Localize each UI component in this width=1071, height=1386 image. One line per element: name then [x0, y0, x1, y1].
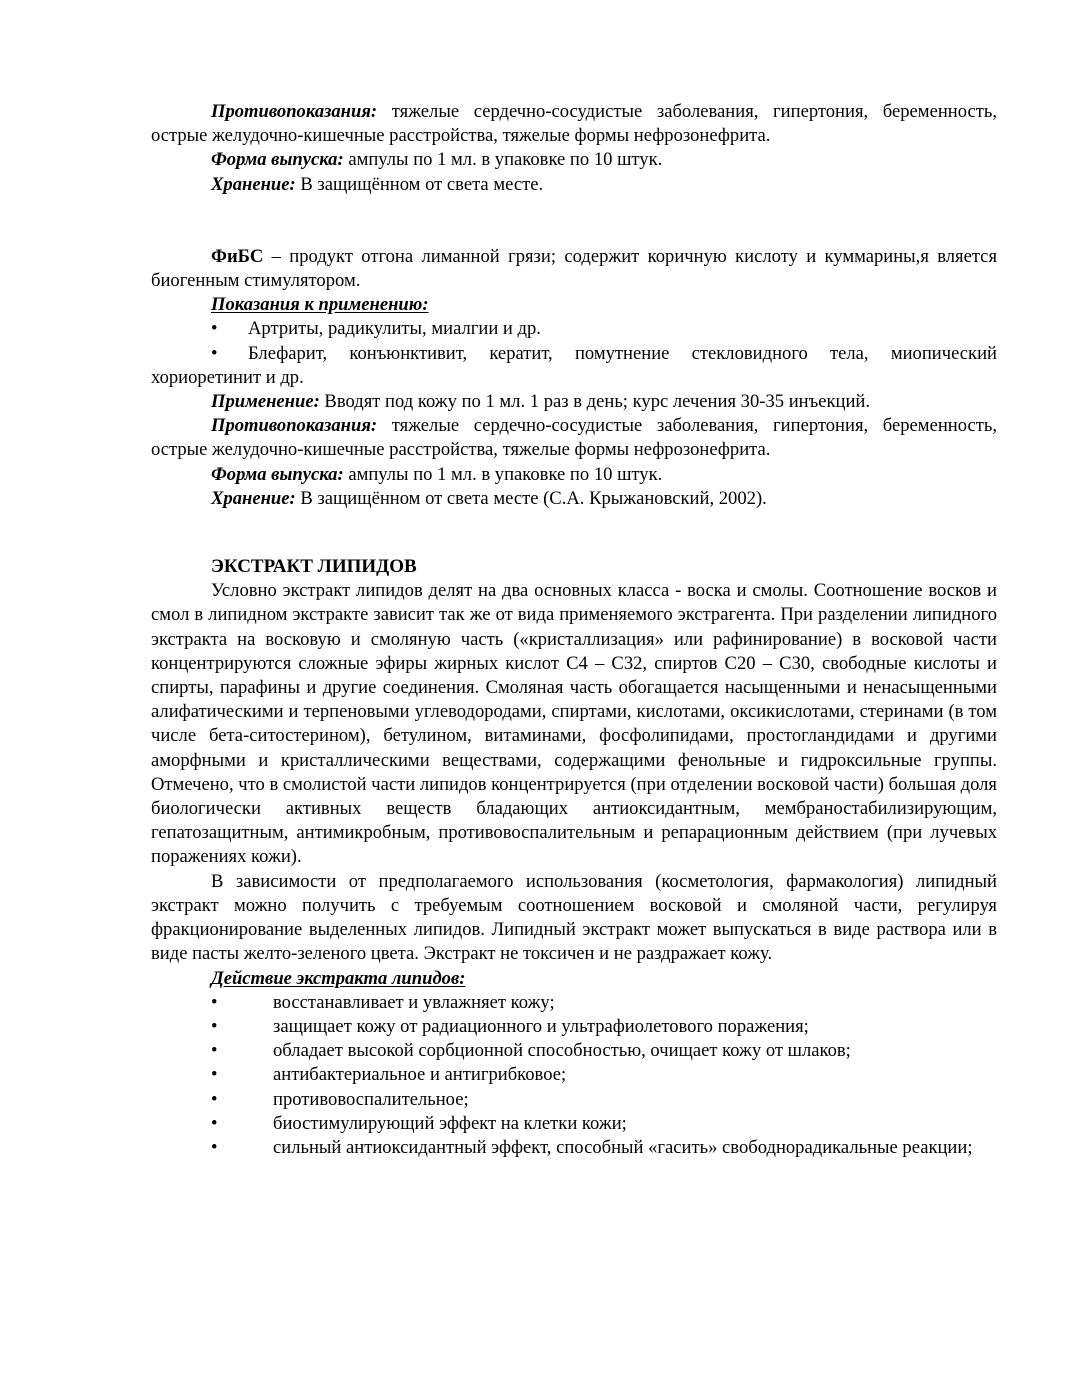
contraindications-paragraph: [151, 100, 997, 148]
bullet-icon: •: [211, 991, 218, 1013]
storage-text: В защищённом от света месте.: [295, 173, 544, 195]
action-list: [151, 991, 997, 1160]
indications-label: Показания к применению:: [211, 294, 429, 316]
spacer: [151, 197, 997, 245]
contraindications-label: Противопоказания:: [211, 101, 378, 122]
document-page: [151, 100, 997, 1160]
storage-text: В защищённом от света месте (С.А. Крыжановский, 2002).: [295, 487, 767, 509]
storage-paragraph: [151, 487, 997, 511]
lipids-paragraph-1: Условно экстракт липидов делят на два основных класса - воска и смолы. Соотношение восков и смол в липидном экстракте зависит так же от вида применяемого экстрагента. При разделении липидного экстракта на восковую и смоляную часть («кристаллизация» или рафинирование) в восковой части концентрируются сложные эфиры жирных кислот С4 – С32, спиртов С20 – С30, свободные кислоты и спирты, парафины и другие соединения. Смоляная часть обогащается насыщенными и ненасыщенными алифатическими и терпеновыми углеводородами, спиртами, кислотами, оксикислотами, стеринами (в том числе бета-ситостерином), бетулином, витаминами, фосфолипидами, простогландидами и другими аморфными и кристаллическими веществами, содержащими фенольные и гидроксильные группы. Отмечено, что в смолистой части липидов концентрируется (при отделении восковой части) большая доля биологически активных веществ бладающих антиоксидантным, мембраностабилизирующим, гепатозащитным, антимикробным, противовоспалительным и репарационным действием (при лучевых поражениях кожи).: [151, 580, 997, 868]
release-form-paragraph: [151, 148, 997, 172]
bullet-icon: •: [211, 1136, 218, 1158]
action-text: противовоспалительное;: [273, 1088, 469, 1110]
action-label: Действие экстракта липидов:: [211, 967, 466, 989]
bullet-icon: •: [211, 1040, 218, 1062]
bullet-icon: •: [211, 318, 218, 340]
action-text: защищает кожу от радиационного и ультрафиолетового поражения;: [273, 1015, 809, 1037]
bullet-icon: •: [211, 342, 218, 364]
contraindications-paragraph: [151, 414, 997, 462]
release-form-text: ампулы по 1 мл. в упаковке по 10 штук.: [343, 463, 663, 485]
bullet-icon: •: [211, 1015, 218, 1037]
usage-label: Применение:: [211, 391, 320, 413]
action-text: восстанавливает и увлажняет кожу;: [273, 991, 555, 1013]
release-form-label: Форма выпуска:: [211, 463, 344, 485]
lipids-paragraph-2: В зависимости от предполагаемого использования (косметология, фармакология) липидный экстракт можно получить с требуемым соотношением восковой и смоляной части, регулируя фракционирование выделенных липидов. Липидный экстракт может выпускаться в виде раствора или в виде пасты желто-зеленого цвета. Экстракт не токсичен и не раздражает кожу.: [151, 870, 997, 965]
section-heading: ЭКСТРАКТ ЛИПИДОВ: [211, 556, 417, 578]
fibs-intro-paragraph: [151, 245, 997, 293]
indication-item: [151, 342, 997, 390]
contraindications-label: Противопоказания:: [211, 415, 378, 437]
storage-paragraph: [151, 173, 997, 197]
action-item: [151, 991, 997, 1015]
indication-text: Блефарит, конъюнктивит, кератит, помутнение стекловидного тела, миопический хориоретинит и др.: [151, 342, 997, 388]
fibs-name: ФиБС: [211, 245, 264, 267]
action-text: биостимулирующий эффект на клетки кожи;: [273, 1112, 627, 1134]
contraindications-text: тяжелые сердечно-сосудистые заболевания, гипертония, беременность, острые желудочно-кишечные расстройства, тяжелые формы нефрозонефрита.: [151, 415, 997, 461]
bullet-icon: •: [211, 1064, 218, 1086]
usage-text: Вводят под кожу по 1 мл. 1 раз в день; курс лечения 30-35 инъекций.: [319, 391, 870, 413]
indication-text: Артриты, радикулиты, миалгии и др.: [248, 318, 541, 340]
action-item: [151, 1039, 997, 1063]
spacer: [151, 511, 997, 555]
indication-item: [151, 317, 997, 341]
action-item: [151, 1112, 997, 1136]
fibs-intro-text: – продукт отгона лиманной грязи; содержит коричную кислоту и куммарины,я вляется биогенным стимулятором.: [151, 245, 997, 292]
action-item: [151, 1015, 997, 1039]
release-form-label: Форма выпуска:: [211, 149, 344, 171]
bullet-icon: •: [211, 1112, 218, 1134]
action-text: сильный антиоксидантный эффект, способный «гасить» свободнорадикальные реакции;: [273, 1136, 973, 1158]
contraindications-text: тяжелые сердечно-сосудистые заболевания, гипертония, беременность, острые желудочно-кишечные расстройства, тяжелые формы нефрозонефрита.: [151, 101, 997, 147]
storage-label: Хранение:: [211, 487, 296, 509]
action-item: [151, 1088, 997, 1112]
storage-label: Хранение:: [211, 173, 296, 195]
action-text: антибактериальное и антигрибковое;: [273, 1064, 567, 1086]
bullet-icon: •: [211, 1088, 218, 1110]
action-item: [151, 1063, 997, 1087]
release-form-text: ампулы по 1 мл. в упаковке по 10 штук.: [343, 149, 663, 171]
action-text: обладает высокой сорбционной способностью, очищает кожу от шлаков;: [273, 1040, 851, 1062]
indications-heading: [151, 293, 997, 317]
release-form-paragraph: [151, 463, 997, 487]
usage-paragraph: [151, 390, 997, 414]
action-item: [151, 1136, 997, 1160]
action-heading: [151, 967, 997, 991]
